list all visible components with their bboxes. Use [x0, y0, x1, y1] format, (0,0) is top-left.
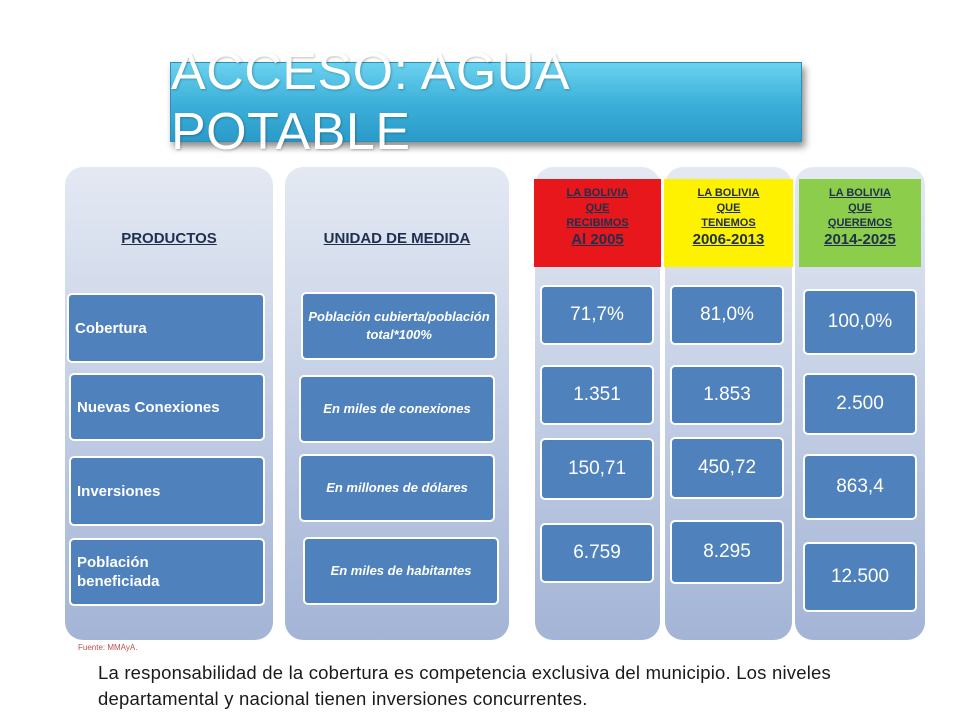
footer-note: La responsabilidad de la cobertura es competencia exclusiva del municipio. Los niveles departamental y nacional tienen inversiones concurrentes.	[98, 662, 831, 709]
value-label: 1.351	[573, 384, 621, 405]
value-poblacion-2005	[540, 523, 654, 583]
period-year: 2006-2013	[692, 231, 765, 248]
period-line: QUE	[848, 202, 872, 214]
value-label: 450,72	[697, 457, 757, 478]
product-label: Inversiones	[77, 482, 161, 500]
period-line: TENEMOS	[701, 217, 756, 229]
period-line: LA BOLIVIA	[697, 187, 760, 199]
period-2005-column	[535, 167, 660, 640]
product-label: Cobertura	[75, 319, 147, 337]
page-title: ACCESO: AGUA POTABLE	[171, 43, 568, 161]
unit-investment	[299, 454, 495, 522]
product-inversiones	[69, 456, 265, 526]
value-label: 150,71	[567, 458, 627, 479]
value-inversiones-2025	[803, 454, 917, 520]
period-2025-header	[799, 179, 921, 267]
value-label: 8.295	[703, 541, 751, 562]
period-2013-column	[665, 167, 792, 640]
unit-label: En miles de conexiones	[323, 401, 471, 416]
value-cobertura-2005	[540, 285, 654, 345]
value-label: 71,7%	[570, 304, 624, 325]
value-label: 12.500	[830, 566, 890, 587]
value-conexiones-2013	[670, 365, 784, 425]
product-cobertura	[67, 293, 265, 363]
unit-label: En millones de dólares	[326, 480, 468, 495]
period-line: LA BOLIVIA	[566, 187, 629, 199]
value-conexiones-2005	[540, 365, 654, 425]
unit-label: En miles de habitantes	[330, 563, 472, 578]
value-poblacion-2025	[803, 542, 917, 612]
products-column	[65, 167, 273, 640]
value-label: 2.500	[836, 393, 884, 414]
source-note: Fuente: MMAyA.	[78, 643, 138, 652]
value-inversiones-2005	[540, 438, 654, 500]
value-inversiones-2013	[670, 437, 784, 499]
value-conexiones-2025	[803, 373, 917, 435]
products-header: PRODUCTOS	[121, 230, 217, 247]
period-line: QUE	[716, 202, 741, 214]
period-year: Al 2005	[571, 231, 624, 248]
title-banner	[170, 43, 802, 161]
value-label: 6.759	[573, 542, 621, 563]
value-label: 81,0%	[700, 304, 754, 325]
unit-population	[303, 537, 499, 605]
product-poblacion-beneficiada	[69, 538, 265, 606]
period-2013-header	[664, 179, 793, 267]
unit-connections	[299, 375, 495, 443]
period-line: RECIBIMOS	[566, 217, 629, 229]
product-label: Población beneficiada	[77, 554, 160, 590]
value-cobertura-2013	[670, 285, 784, 345]
product-label: Nuevas Conexiones	[77, 398, 220, 416]
value-label: 100,0%	[827, 311, 893, 332]
period-line: QUEREMOS	[827, 217, 893, 229]
value-cobertura-2025	[803, 289, 917, 355]
value-poblacion-2013	[670, 520, 784, 584]
period-year: 2014-2025	[824, 231, 896, 248]
product-nuevas-conexiones	[69, 373, 265, 441]
period-2005-header	[534, 179, 661, 267]
value-label: 863,4	[836, 476, 884, 497]
period-line: QUE	[585, 202, 610, 214]
units-header: UNIDAD DE MEDIDA	[323, 230, 471, 247]
unit-coverage	[301, 292, 497, 360]
period-line: LA BOLIVIA	[829, 187, 891, 199]
units-column	[285, 167, 509, 640]
period-2025-column	[795, 167, 925, 640]
value-label: 1.853	[703, 384, 751, 405]
unit-label: Población cubierta/población total*100%	[308, 309, 490, 342]
